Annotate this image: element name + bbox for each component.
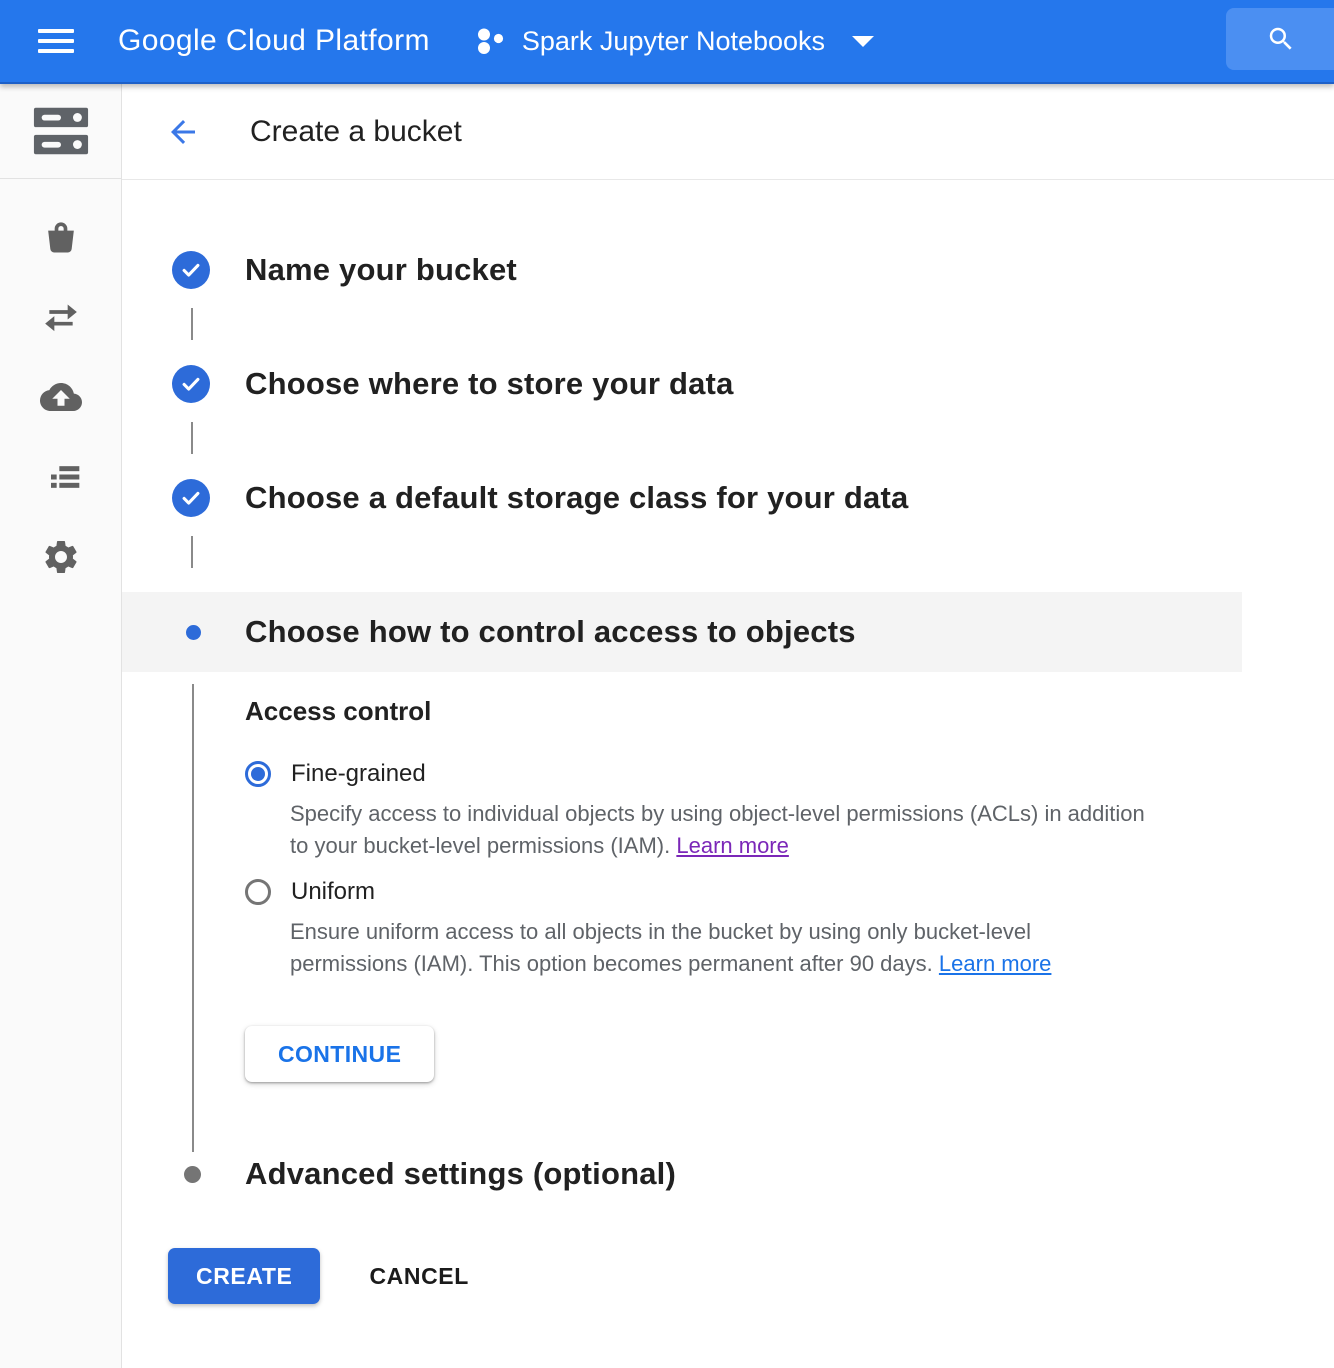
fine-grained-description <box>290 798 1148 862</box>
cancel-button[interactable]: CANCEL <box>369 1262 469 1289</box>
uniform-radio[interactable] <box>245 879 271 905</box>
learn-more-link-fine-grained[interactable]: Learn more <box>676 833 789 858</box>
cloud-upload-icon <box>40 376 82 418</box>
gear-icon <box>41 537 81 577</box>
step-connector <box>191 536 193 568</box>
description-text: Ensure uniform access to all objects in the bucket by using only bucket-level permissions (IAM). This option becomes permanent after 90 days. <box>290 919 1032 976</box>
description-text: Specify access to individual objects by using object-level permissions (ACLs) in addition to your bucket-level permissions (IAM). <box>290 801 1145 858</box>
arrow-left-icon <box>165 114 201 150</box>
step-rail <box>192 684 194 1152</box>
search-icon <box>1266 24 1296 54</box>
sidebar <box>0 84 122 1368</box>
step-connector <box>191 422 193 454</box>
cloud-storage-icon <box>30 102 92 160</box>
main-content <box>122 84 1334 1368</box>
access-control-section <box>122 672 1334 1152</box>
search-button[interactable] <box>1226 8 1334 70</box>
continue-button[interactable]: CONTINUE <box>245 1026 434 1082</box>
uniform-option[interactable] <box>245 878 1242 906</box>
menu-icon[interactable] <box>38 21 84 61</box>
fine-grained-option[interactable] <box>245 760 1242 788</box>
settings-list-icon <box>41 457 81 497</box>
step-title: Choose where to store your data <box>245 366 734 401</box>
uniform-description <box>290 916 1148 980</box>
step-choose-location[interactable] <box>122 364 1334 404</box>
step-name-your-bucket[interactable] <box>122 250 1334 290</box>
form-actions <box>122 1248 1334 1304</box>
access-control-heading: Access control <box>245 696 432 726</box>
gcp-logo[interactable]: Google Cloud Platform <box>118 24 430 57</box>
app-header <box>0 0 1334 84</box>
sidebar-item-browser[interactable] <box>0 209 121 265</box>
chevron-down-icon <box>851 35 875 48</box>
sidebar-item-settings-list[interactable] <box>0 449 121 505</box>
back-button[interactable] <box>165 114 201 150</box>
uniform-label[interactable]: Uniform <box>291 878 376 905</box>
step-title: Name your bucket <box>245 252 517 287</box>
optional-step-dot-icon <box>184 1166 201 1183</box>
bucket-browser-icon <box>41 217 81 257</box>
fine-grained-radio[interactable] <box>245 761 271 787</box>
step-advanced-settings[interactable] <box>122 1152 1334 1196</box>
page-title: Create a bucket <box>250 114 462 148</box>
project-selector[interactable] <box>476 26 875 57</box>
advanced-settings-title: Advanced settings (optional) <box>245 1156 677 1191</box>
project-name: Spark Jupyter Notebooks <box>521 25 826 56</box>
step-storage-class[interactable] <box>122 478 1334 518</box>
sidebar-item-storage-product[interactable] <box>0 84 121 179</box>
fine-grained-label[interactable]: Fine-grained <box>291 760 426 787</box>
title-bar <box>122 84 1334 180</box>
create-button[interactable]: CREATE <box>168 1248 320 1304</box>
check-icon <box>172 251 210 289</box>
step-title: Choose a default storage class for your data <box>245 480 909 515</box>
stepper <box>122 180 1334 672</box>
active-step-dot-icon <box>186 625 201 640</box>
sidebar-item-transfer-appliance[interactable] <box>0 369 121 425</box>
transfer-icon <box>41 297 81 337</box>
step-access-control[interactable] <box>122 592 1242 672</box>
learn-more-link-uniform[interactable]: Learn more <box>938 951 1052 976</box>
sidebar-item-transfer[interactable] <box>0 289 121 345</box>
sidebar-item-settings[interactable] <box>0 529 121 585</box>
active-step-title: Choose how to control access to objects <box>245 614 856 649</box>
project-icon <box>476 26 506 56</box>
check-icon <box>172 479 210 517</box>
check-icon <box>172 365 210 403</box>
step-connector <box>191 308 193 340</box>
